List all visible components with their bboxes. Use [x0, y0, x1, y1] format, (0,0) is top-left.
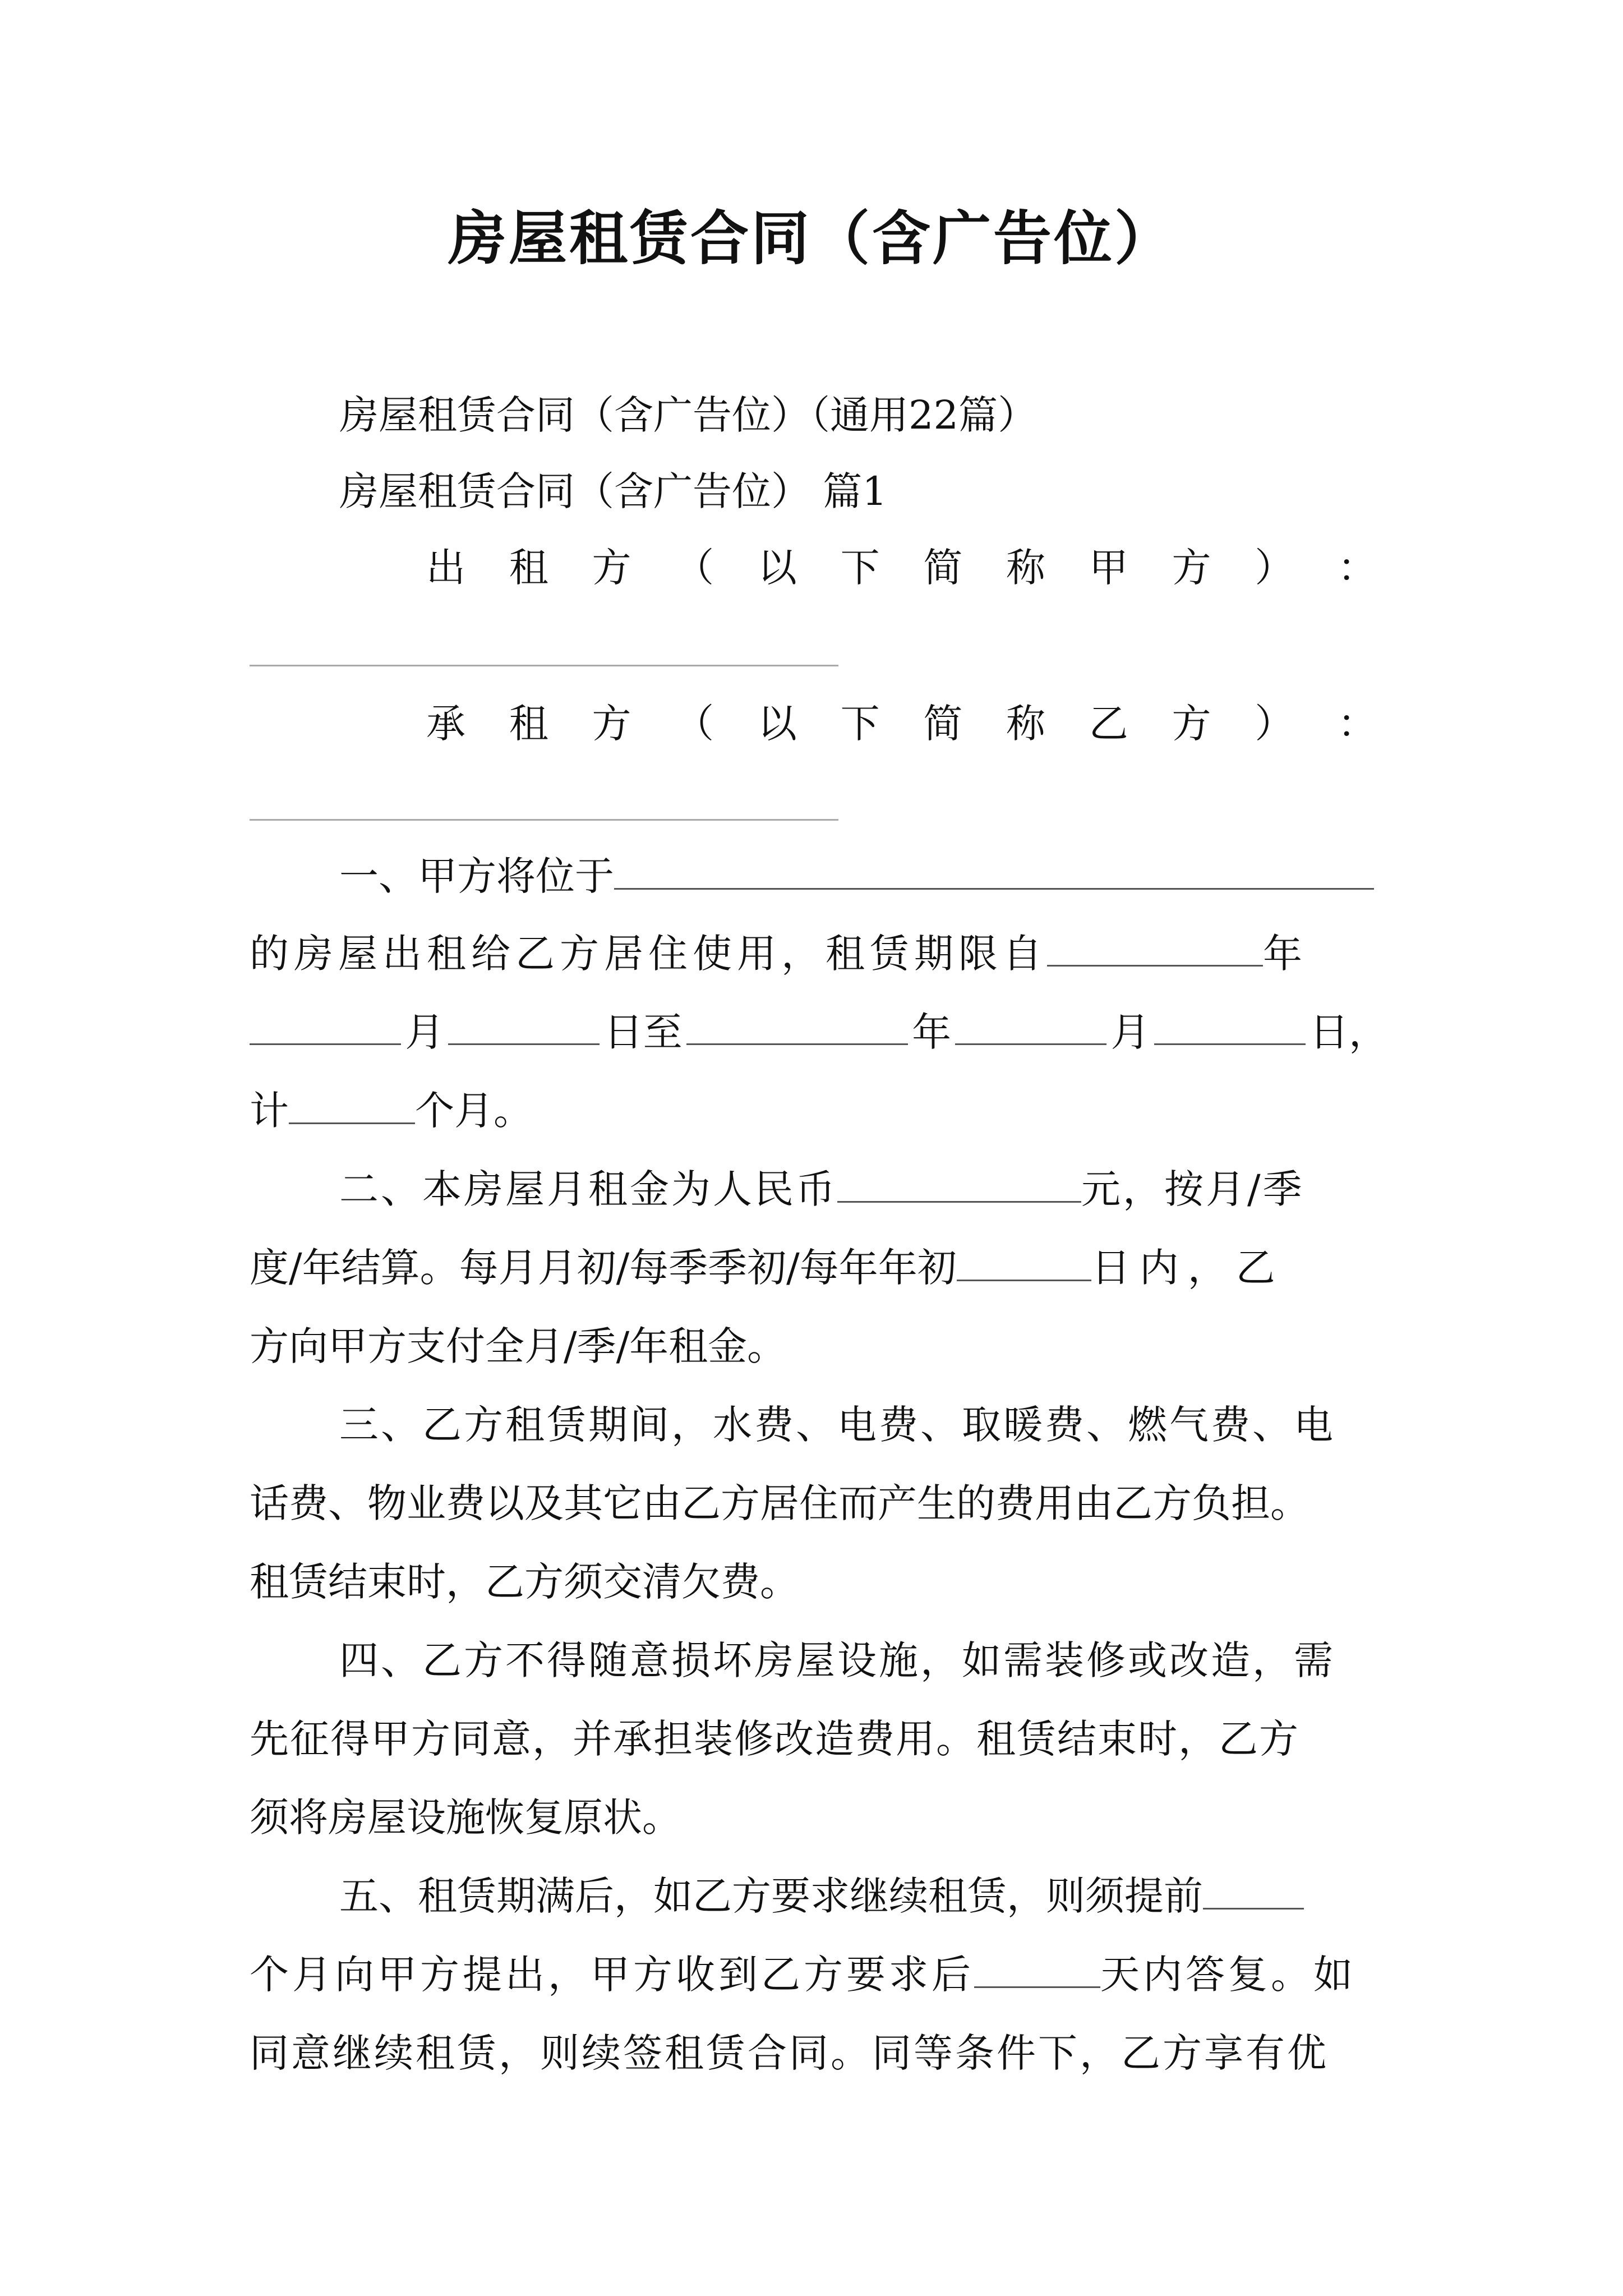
- clause-2-text: 日内，乙: [1091, 1245, 1284, 1291]
- label-char: 称: [1006, 701, 1046, 747]
- clause-1-line-4: [250, 1083, 533, 1139]
- clause-1-text: 年: [1263, 931, 1302, 977]
- clause-1-line-1: [339, 848, 1374, 904]
- label-char: 乙: [1089, 701, 1128, 747]
- lessor-label: [426, 540, 1377, 596]
- label-char: （: [675, 545, 714, 591]
- clause-5-text: 个月向甲方提出，甲方收到乙方要求后: [250, 1952, 974, 1998]
- clause-5-line-2: [250, 1947, 1356, 2003]
- label-char: ）: [1255, 545, 1294, 591]
- payment-days-blank: [957, 1240, 1091, 1281]
- clause-5-text: 五、租赁期满后，如乙方要求继续租赁，则须提前: [339, 1873, 1203, 1919]
- label-char: 简: [923, 701, 963, 747]
- label-char: ：: [1337, 701, 1377, 747]
- clause-1-text: 月: [1110, 1009, 1150, 1055]
- label-char: 方: [1172, 701, 1211, 747]
- label-char: 方: [1172, 545, 1211, 591]
- label-char: 以: [757, 701, 797, 747]
- clause-4-line-1: 四、乙方不得随意损坏房屋设施，如需装修或改造，需: [339, 1637, 1335, 1683]
- label-char: 下: [840, 701, 880, 747]
- clause-1-text: 个月。: [415, 1088, 533, 1134]
- start-month-blank: [250, 1004, 401, 1045]
- label-char: 简: [923, 545, 963, 591]
- label-char: 租: [509, 545, 548, 591]
- label-char: （: [675, 701, 714, 747]
- section-heading: 房屋租赁合同（含广告位） 篇1: [339, 468, 887, 514]
- clause-4-line-2: 先征得甲方同意，并承担装修改造费用。租赁结束时，乙方: [250, 1716, 1299, 1762]
- rent-amount-blank: [837, 1162, 1081, 1203]
- clause-1-text: 月: [405, 1009, 445, 1055]
- clause-5-text: 天内答复。如: [1100, 1952, 1356, 1998]
- clause-2-text: 元，按月/季: [1081, 1166, 1304, 1212]
- clause-1-text: 计: [250, 1088, 289, 1134]
- label-char: 以: [757, 545, 797, 591]
- advance-months-blank: [1203, 1869, 1304, 1910]
- clause-1-line-3: [250, 1004, 1388, 1060]
- clause-3-line-2: 话费、物业费以及其它由乙方居住而产生的费用由乙方负担。: [250, 1480, 1310, 1526]
- clause-2-line-1: [339, 1161, 1304, 1217]
- clause-3-line-3: 租赁结束时，乙方须交清欠费。: [250, 1559, 799, 1605]
- end-day-blank: [1154, 1004, 1306, 1045]
- document-subtitle: 房屋租赁合同（含广告位）（通用22篇）: [339, 392, 1038, 438]
- end-year-blank: [686, 1004, 908, 1045]
- clause-1-text: 的房屋出租给乙方居住使用，租赁期限自: [250, 931, 1047, 977]
- clause-2-line-3: 方向甲方支付全月/季/年租金。: [250, 1323, 787, 1369]
- document-title: 房屋租赁合同（含广告位）: [448, 204, 1175, 273]
- reply-days-blank: [974, 1947, 1100, 1988]
- clause-3-line-1: 三、乙方租赁期间，水费、电费、取暖费、燃气费、电: [339, 1402, 1335, 1448]
- label-char: 租: [509, 701, 548, 747]
- label-char: 承: [426, 701, 465, 747]
- lessee-name-blank: [250, 819, 838, 821]
- clause-1-text: 年: [912, 1009, 952, 1055]
- label-char: 甲: [1089, 545, 1128, 591]
- clause-5-line-1: [339, 1868, 1304, 1924]
- label-char: 方: [592, 545, 631, 591]
- lessee-label: [426, 696, 1377, 752]
- clause-1-text: 日至: [603, 1009, 683, 1055]
- label-char: 下: [840, 545, 880, 591]
- clause-1-text: 日，: [1309, 1009, 1388, 1055]
- label-char: ：: [1337, 545, 1377, 591]
- label-char: 出: [426, 545, 465, 591]
- lessor-name-blank: [250, 665, 838, 666]
- address-blank: [614, 849, 1374, 890]
- start-year-blank: [1047, 926, 1263, 967]
- clause-4-line-3: 须将房屋设施恢复原状。: [250, 1795, 681, 1841]
- end-month-blank: [955, 1004, 1106, 1045]
- label-char: ）: [1255, 701, 1294, 747]
- clause-2-text: 度/年结算。每月月初/每季季初/每年年初: [250, 1245, 957, 1291]
- label-char: 方: [592, 701, 631, 747]
- clause-2-line-2: [250, 1240, 1284, 1296]
- clause-1-text: 一、甲方将位于: [339, 853, 614, 899]
- clause-2-text: 二、本房屋月租金为人民币: [339, 1166, 837, 1212]
- clause-5-line-3: 同意继续租赁，则续签租赁合同。同等条件下，乙方享有优: [250, 2030, 1329, 2076]
- clause-1-line-2: [250, 926, 1388, 982]
- months-count-blank: [289, 1083, 415, 1124]
- label-char: 称: [1006, 545, 1046, 591]
- start-day-blank: [448, 1004, 600, 1045]
